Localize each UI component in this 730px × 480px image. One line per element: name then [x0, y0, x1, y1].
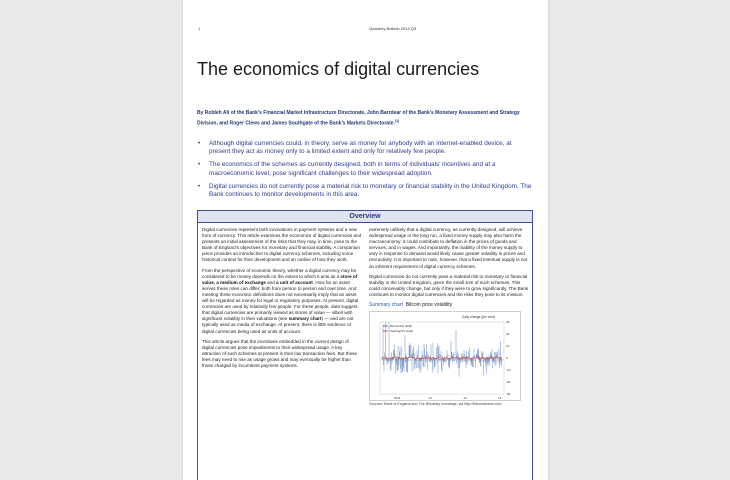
y-tick-label: 20: [506, 332, 510, 337]
y-tick-label: 30: [506, 320, 510, 325]
paragraph: Digital currencies represent both innovations in payment systems and a new form of currency. This article examines the economics of digital currencies and presents an initial assessment of the risks that they may, in time, pose to the Bank of England’s objectives for monetary and financial stability. A companion piece provides an introduction to digital currency schemes, including some historical context for their development and an outline of how they work.: [202, 227, 362, 263]
chart-svg: [370, 312, 520, 400]
bullet-dot-icon: •: [198, 140, 201, 147]
footnote-marker: (1): [394, 118, 400, 123]
text-run: and: [265, 279, 277, 285]
y-tick-label: 0: [506, 356, 508, 361]
y-tick-label: -20: [506, 380, 511, 385]
overview-heading: Overview: [198, 211, 532, 223]
chart-legend: [383, 324, 413, 333]
key-point: [197, 183, 533, 199]
key-point-text: Although digital currencies could, in theory, serve as money for anybody with an internet-enabled device, at present they act as money only to a limited extent and only for relatively few people.: [209, 140, 512, 156]
legend-label: Bitcoin/US dollar: [390, 324, 413, 329]
bold-term: a unit of account: [276, 279, 313, 285]
legend-label: Sterling/US dollar: [390, 329, 414, 334]
bold-term: store of value, a medium of exchange: [202, 273, 358, 285]
bullet-dot-icon: •: [198, 161, 201, 169]
x-tick-label: 2011: [394, 396, 401, 401]
x-tick-label: 13: [463, 396, 467, 401]
chart-caption: [369, 302, 529, 309]
text-run: ) — and are not typically used as media of exchange. At present, there is little evidence of digital currencies being used as units of account.: [202, 316, 354, 334]
overview-box: [197, 210, 533, 480]
key-point-text: The economics of the schemes as currently designed, both in terms of individuals’ incentives and at a macroeconomic level, pose significant challenges to their widespread adoption.: [209, 161, 496, 177]
paragraph: Digital currencies do not currently pose a material risk to monetary or financial stability in the United Kingdom, given the small size of such schemes. This could conceivably change, but only if they were to grow significantly. The Bank continues to monitor digital currencies and the risks they pose to its mission.: [369, 273, 529, 297]
x-ticks: [394, 396, 502, 400]
key-point: [197, 161, 533, 177]
overview-left-column: [202, 227, 362, 373]
bold-term: summary chart: [288, 316, 322, 322]
paragraph: extremely unlikely that a digital currency, as currently designed, will achieve widespread usage in the long run, a fixed money supply may also harm the macroeconomy: it could contribute to deflation in the prices of goods and services, and in wages. And importantly, the inability of the money supply to vary in response to demand would likely cause greater volatility in prices and real activity. It is important to note, however, that a fixed eventual supply is not an inherent requirement of digital currency schemes.: [369, 227, 528, 269]
text-run: . How far an asset serves these roles can differ, both from person to person and over time. And meeting these economic definitions does not necessarily imply that an asset will be regarded as money for legal or regulatory purposes. At present, digital currencies are used by relatively few people. For these people, data suggest that digital currencies are primarily viewed as stores of value — albeit with significant volatility in their valuations (see: [202, 279, 359, 322]
y-ticks: [506, 320, 511, 396]
x-tick-label: 12: [428, 396, 433, 401]
paragraph: This article argues that the incentives embedded in the current design of digital currencies pose impediments to their widespread usage. A key attraction of such schemes at present is their low transaction fees. But these fees may need to rise as usage grows and may eventually be higher than those charged by incumbent payment systems.: [202, 338, 357, 368]
overview-right-column: [369, 227, 529, 407]
document-page: [183, 0, 548, 480]
text-run: From the perspective of economic theory, whether a digital currency may be considered to be money depends on the extent to which it acts as a: [202, 267, 357, 279]
y-tick-label: -30: [506, 392, 511, 397]
article-title: The economics of digital currencies: [197, 59, 480, 79]
author-line: [197, 110, 535, 128]
y-tick-label: 10: [506, 344, 510, 349]
bullet-dot-icon: •: [198, 182, 201, 190]
key-point: [197, 140, 533, 156]
chart-source: Sources: Bank of England and The Bitcoinity exchange, via http://bitcoincharts.com.: [369, 402, 503, 407]
key-point-text: Digital currencies do not currently pose a material risk to monetary or financial stability in the United Kingdom. The Bank continues to monitor developments in this area.: [209, 182, 532, 199]
paragraph: [202, 268, 362, 335]
y-tick-label: -10: [506, 368, 511, 373]
authors-text: By Robleh Ali of the Bank’s Financial Market Infrastructure Directorate, John Barrdear of the Bank’s Monetary Assessment and Strategy Division, and Roger Clews and James Southgate of the Bank’s Markets Directorate.: [197, 110, 520, 127]
page-number: 1: [198, 26, 201, 31]
x-tick-label: 14: [498, 396, 502, 401]
chart-label: Summary chart: [369, 302, 403, 309]
key-points: [197, 140, 533, 204]
y-axis-label: Daily change (per cent): [462, 315, 495, 320]
running-head: Quarterly Bulletin 2014 Q3: [369, 26, 417, 31]
summary-chart: [369, 311, 521, 401]
chart-title: Bitcoin price volatility: [405, 302, 453, 309]
